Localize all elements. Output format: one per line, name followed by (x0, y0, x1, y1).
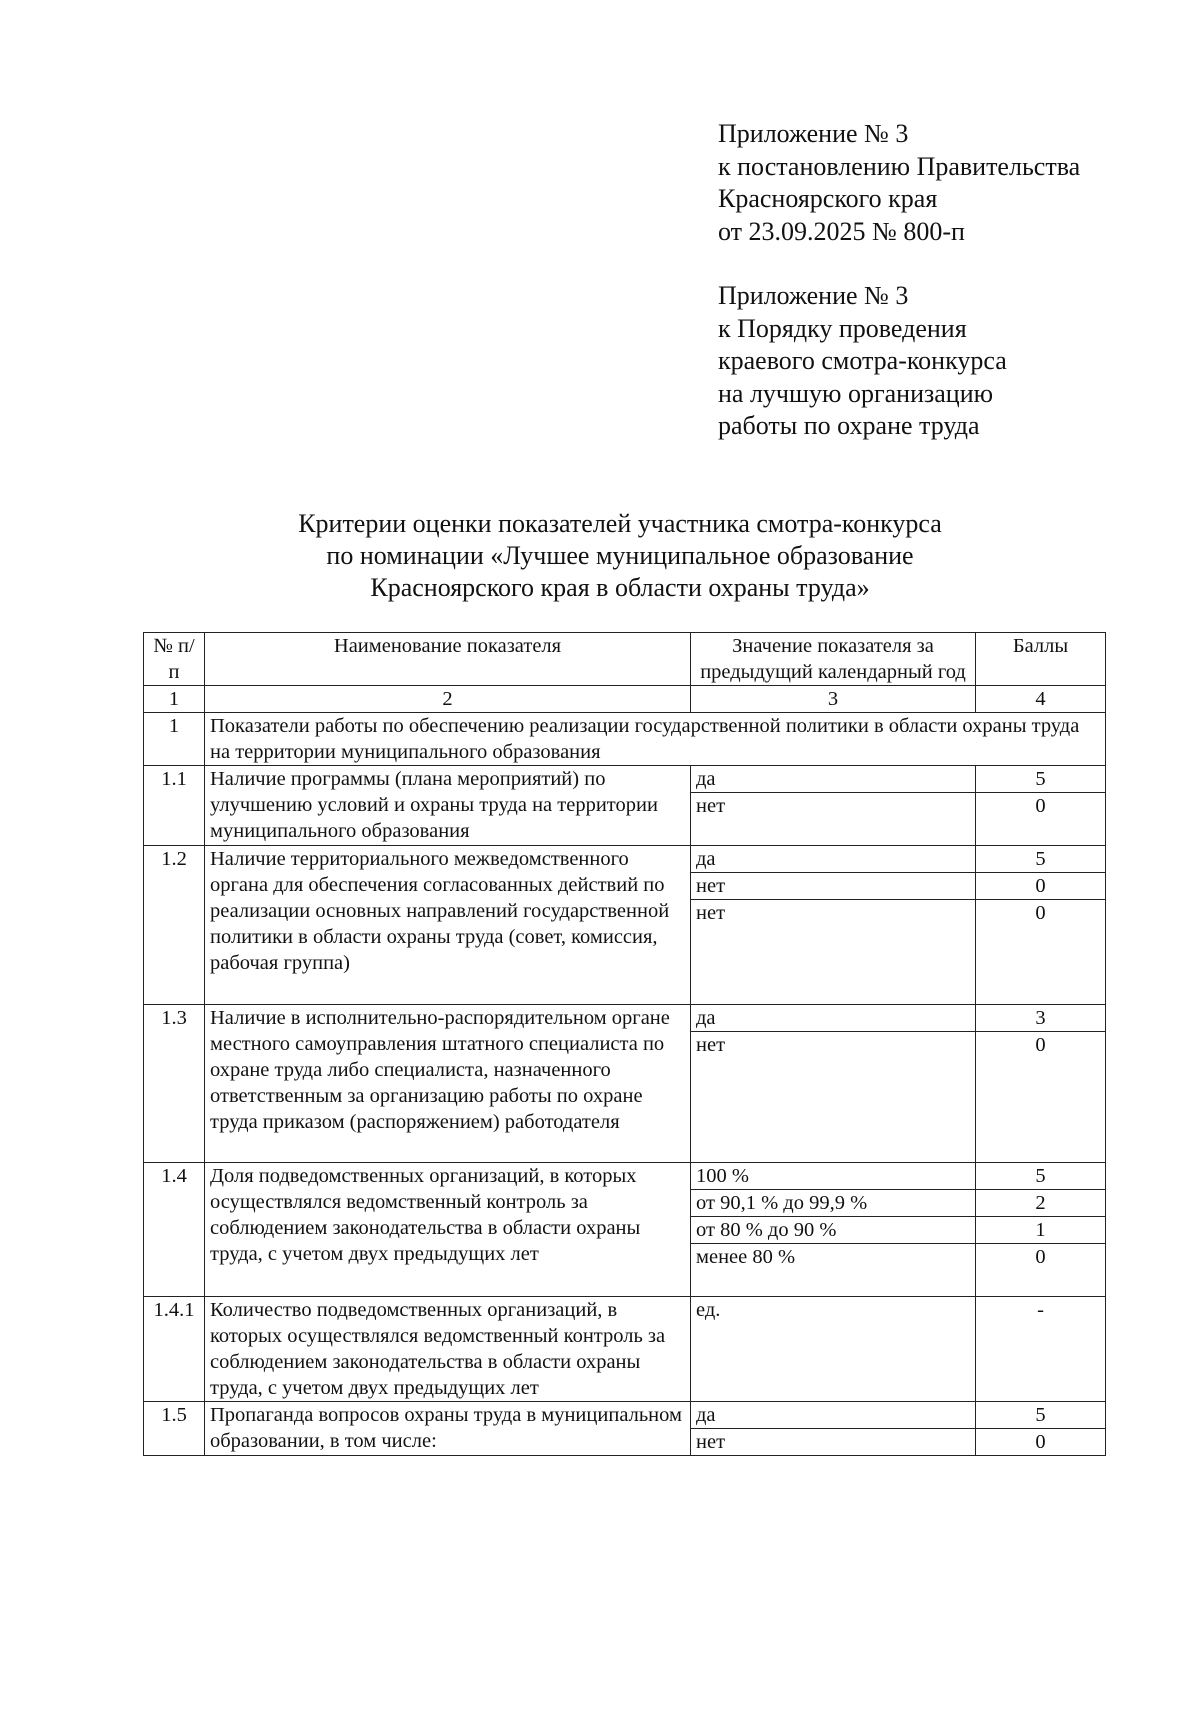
row-name: Доля подведомственных организаций, в которых осуществлялся ведомственный контроль за соблюдением законодательства в области охраны труда, с учетом двух предыдущих лет (205, 1163, 691, 1297)
table-row (144, 766, 1106, 793)
row-num: 1.5 (144, 1402, 205, 1456)
header-num: № п/п (144, 633, 205, 686)
header-row (144, 633, 1106, 686)
header-score: Баллы (976, 633, 1106, 686)
section-title: Показатели работы по обеспечению реализации государственной политики в области охраны труда на территории муниципального образования (205, 713, 1106, 766)
row-num: 1.4.1 (144, 1297, 205, 1402)
section-row (144, 713, 1106, 766)
option-score: 5 (976, 1402, 1106, 1429)
option-value: нет (691, 873, 976, 900)
option-score: 0 (976, 873, 1106, 900)
column-number: 1 (144, 686, 205, 713)
column-number: 4 (976, 686, 1106, 713)
annex-resolution-line: Красноярского края (718, 184, 938, 213)
column-number: 2 (205, 686, 691, 713)
option-value: нет (691, 900, 976, 1005)
option-score: 2 (976, 1190, 1106, 1217)
row-name: Наличие программы (плана мероприятий) по улучшению условий и охраны труда на территории муниципального образования (205, 766, 691, 846)
column-numbers-row (144, 686, 1106, 713)
option-score: 5 (976, 766, 1106, 793)
option-value: да (691, 1402, 976, 1429)
annex-resolution-line: от 23.09.2025 № 800-п (718, 216, 965, 246)
row-name: Наличие в исполнительно-распорядительном органе местного самоуправления штатного специалиста по охране труда либо специалиста, назначенного ответственным за организацию работы по охране труда приказом (распоряжением) работодателя (205, 1005, 691, 1163)
row-num: 1.4 (144, 1163, 205, 1297)
title-line: Красноярского края в области охраны труда» (370, 573, 870, 602)
annex-resolution-line: к постановлению Правительства (718, 151, 1081, 181)
row-num: 1.1 (144, 766, 205, 846)
option-score: 3 (976, 1005, 1106, 1032)
title-line: Критерии оценки показателей участника смотра-конкурса (298, 509, 942, 538)
row-num: 1.2 (144, 846, 205, 1005)
annex-resolution (718, 118, 1080, 248)
header-value: Значение показателя за предыдущий календарный год (691, 633, 976, 686)
title-line: по номинации «Лучшее муниципальное образование (326, 541, 914, 570)
option-value: менее 80 % (691, 1244, 976, 1297)
column-number: 3 (691, 686, 976, 713)
annex-resolution-line: Приложение № 3 (718, 119, 909, 148)
annex-order (718, 280, 1007, 443)
annex-order-line: работы по охране труда (718, 411, 980, 440)
table-row (144, 1163, 1106, 1190)
row-name: Пропаганда вопросов охраны труда в муниципальном образовании, в том числе: (205, 1402, 691, 1456)
header-name: Наименование показателя (205, 633, 691, 686)
row-num: 1.3 (144, 1005, 205, 1163)
option-value: нет (691, 793, 976, 846)
section-num: 1 (144, 713, 205, 766)
option-score: - (976, 1297, 1106, 1402)
criteria-table (143, 632, 1106, 1456)
table-row (144, 1402, 1106, 1429)
option-score: 0 (976, 1032, 1106, 1163)
option-value: 100 % (691, 1163, 976, 1190)
annex-order-line: на лучшую организацию (718, 378, 994, 408)
option-score: 0 (976, 1429, 1106, 1456)
table-row (144, 1297, 1106, 1402)
option-score: 5 (976, 846, 1106, 873)
table-row (144, 1005, 1106, 1032)
option-value: ед. (691, 1297, 976, 1402)
option-value: от 90,1 % до 99,9 % (691, 1190, 976, 1217)
option-score: 0 (976, 1244, 1106, 1297)
option-score: 5 (976, 1163, 1106, 1190)
table-row (144, 846, 1106, 873)
option-score: 1 (976, 1217, 1106, 1244)
option-value: нет (691, 1032, 976, 1163)
document-title (140, 508, 1100, 604)
option-value: нет (691, 1429, 976, 1456)
option-value: да (691, 766, 976, 793)
option-value: да (691, 1005, 976, 1032)
option-value: от 80 % до 90 % (691, 1217, 976, 1244)
annex-order-line: краевого смотра-конкурса (718, 346, 1007, 375)
option-score: 0 (976, 793, 1106, 846)
row-name: Количество подведомственных организаций, в которых осуществлялся ведомственный контроль за соблюдением законодательства в области охраны труда, с учетом двух предыдущих лет (205, 1297, 691, 1402)
row-name: Наличие территориального межведомственного органа для обеспечения согласованных действий по реализации основных направлений государственной политики в области охраны труда (совет, комиссия, рабочая группа) (205, 846, 691, 1005)
option-score: 0 (976, 900, 1106, 1005)
option-value: да (691, 846, 976, 873)
annex-order-line: Приложение № 3 (718, 281, 909, 310)
annex-order-line: к Порядку проведения (718, 313, 967, 343)
